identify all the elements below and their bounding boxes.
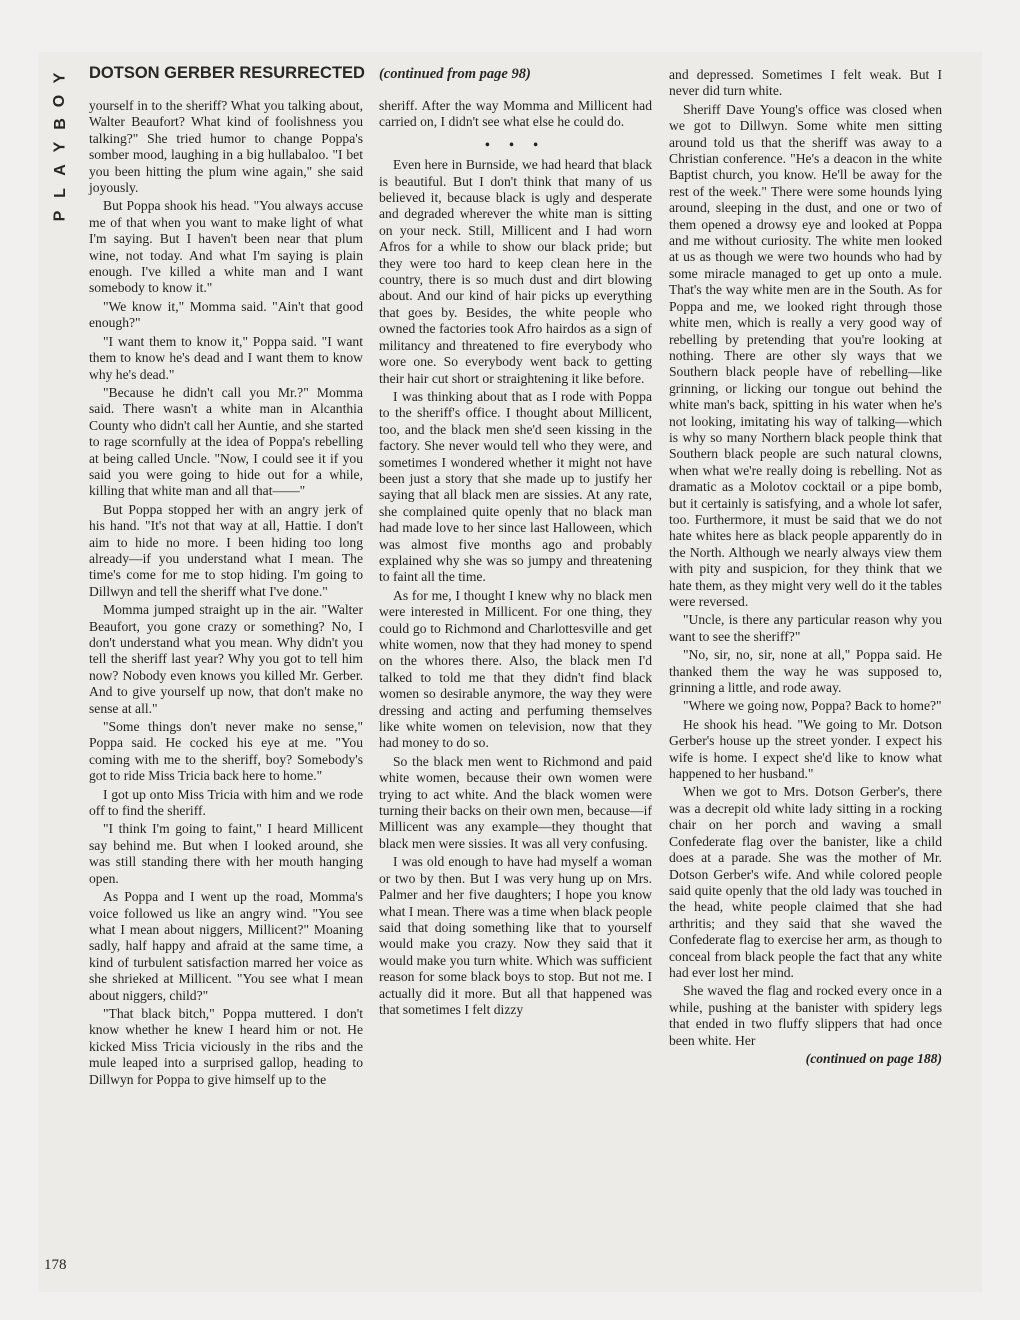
- paragraph: and depressed. Sometimes I felt weak. But I never did turn white.: [669, 67, 942, 99]
- paragraph: So the black men went to Richmond and paid white women, because their own women were trying to act white. And the black women were turning their backs on their own men, because—if Millicent was any example—they thought that black men were sissies. It was all very confusing.: [379, 753, 652, 851]
- paragraph: Sheriff Dave Young's office was closed when we got to Dillwyn. Some white men sitting around told us that the sheriff was away to a Christian conference. "He's a deacon in the white Baptist church, you know. He'll be away for the rest of the week." There were some hounds lying around, sleeping in the dust, and one or two of them opened a drowsy eye and looked at Poppa and me without curiosity. The white men looked at us as though we were two hounds who had by some miracle managed to get up onto a mule. That's the way white men are in the South. As for Poppa and me, we looked right through those white men, which is really a very good way of rebelling by pretending that you're looking at nothing. There are other sly ways that we Southern black people have of rebelling—like grinning, or licking our tongue out behind the white man's back, spitting in his water when he's not looking, imitating his way of talking—which is why so many Northern black people think that Southern black people are such natural clowns, when what we're really doing is rebelling. Not as dramatic as a Molotov cocktail or a pipe bomb, but it certainly is satisfying, and a whole lot safer, too. Furthermore, it must be said that we do not hate whites here as black people apparently do in the North. Although we nearly always view them with pity and suspicion, for they think that we hate them, as they might very well do it the tables were reversed.: [669, 101, 942, 609]
- magazine-name-vertical: [44, 66, 76, 226]
- page-number: 178: [44, 1257, 67, 1273]
- paragraph: But Poppa stopped her with an angry jerk of his hand. "It's not that way at all, Hattie. I don't aim to hide no more. I been hiding too long already—if you understand what I mean. The time's come for me to stop hiding. I'm going to Dillwyn and tell the sheriff what I've done.": [89, 501, 363, 599]
- paragraph: I was old enough to have had myself a woman or two by then. But I was very hung up on Mrs. Palmer and her five daughters; I hope you know what I mean. There was a time when black people said that doing something like that to yourself would make you crazy. Now they said that it would make you turn white. Which was sufficient reason for some black boys to stop. But not me. I actually did it more. But all that happened was that sometimes I felt dizzy: [379, 854, 652, 1017]
- paragraph: "That black bitch," Poppa muttered. I don't know whether he knew I heard him or not. He kicked Miss Tricia viciously in the ribs and the mule leaped into a surprised gallop, heading to Dillwyn for Poppa to give himself up to the: [89, 1005, 363, 1087]
- magazine-letter: Y: [51, 140, 69, 153]
- paragraph: "Some things don't never make no sense," Poppa said. He cocked his eye at me. "You coming with me to the sheriff, boy? Somebody's got to ride Miss Tricia back here to home.": [89, 719, 363, 784]
- paragraph: She waved the flag and rocked every once in a while, pushing at the banister with spidery legs that ended in two fluffy slippers that had once been white. Her: [669, 983, 942, 1048]
- paragraph: Even here in Burnside, we had heard that black is beautiful. But I don't think that many of us believed it, because black is ugly and desperate and degraded wherever the white man is sitting on your neck. Still, Millicent and I had worn Afros for a while to show our black pride; but they were too hard to keep clean here in the country, there is so much dust and dirt blowing about. And our kind of hair picks up everything that goes by. Besides, the white people who owned the factories took Afro hairdos as a sign of militancy and threatened to fire everybody who wore one. So everybody went back to getting their hair cut short or straightening it like before.: [379, 157, 652, 386]
- magazine-letter: L: [51, 187, 69, 198]
- paragraph: When we got to Mrs. Dotson Gerber's, there was a decrepit old white lady sitting in a rocking chair on her porch and waving a small Confederate flag over the banister, like a child does at a parade. She was the mother of Mr. Dotson Gerber's wife. And while colored people said quite openly that the old lady was touched in the head, white people claimed that she had arthritis; and they said that she waved the Confederate flag to exercise her arm, as though to conceal from black people the fact that any white had ever lost her mind.: [669, 784, 942, 980]
- text-column-3: [669, 67, 942, 1067]
- section-separator: • • •: [484, 136, 547, 152]
- paragraph: "No, sir, no, sir, none at all," Poppa said. He thanked them the way he was supposed to, grinning a little, and rode away.: [669, 647, 942, 696]
- paragraph: "Because he didn't call you Mr.?" Momma said. There wasn't a white man in Alcanthia County who didn't call her Auntie, and she started to rage scornfully at the idea of Poppa's rebelling at being called Uncle. "Now, I could see it if you said you were going to hide out for a while, killing that white man and all that——": [89, 384, 363, 499]
- magazine-letter: A: [51, 163, 69, 176]
- paragraph: yourself in to the sheriff? What you talking about, Walter Beaufort? What kind of foolishness you talking?" She tried humor to change Poppa's somber mood, laughing in a big hullabaloo. "I bet you been hitting the plum wine again," she said joyously.: [89, 98, 363, 196]
- text-column-1: [89, 98, 363, 1090]
- paragraph: As for me, I thought I knew why no black men were interested in Millicent. For one thing, they could go to Richmond and Charlottesville and get white women, now that they had money to spend on the whores there. Also, the black men I'd talked to told me that they didn't find black women so desirable anymore, the way they were dressing and acting and perfuming themselves like white women on television, now that they had money to do so.: [379, 587, 652, 751]
- story-headline: [89, 64, 649, 86]
- paragraph: sheriff. After the way Momma and Millicent had carried on, I didn't see what else he could do.: [379, 98, 652, 130]
- paragraph: "I want them to know it," Poppa said. "I want them to know he's dead and I want them to know why he's dead.": [89, 333, 363, 382]
- paragraph: But Poppa shook his head. "You always accuse me of that when you want to make light of what I'm saying. But I haven't been near that plum wine, not today. And what I'm saying is plain enough. I've killed a white man and I want somebody to know it.": [89, 198, 363, 296]
- paragraph: As Poppa and I went up the road, Momma's voice followed us like an angry wind. "You see what I mean about niggers, Millicent?" Moaning sadly, half happy and afraid at the same time, a kind of turbulent satisfaction marred her voice as she shrieked at Millicent. "You see what I mean about niggers, child?": [89, 889, 363, 1003]
- magazine-letter: B: [51, 117, 69, 130]
- continued-on-note: (continued on page 188): [805, 1050, 942, 1066]
- paragraph: He shook his head. "We going to Mr. Dotson Gerber's house up the street yonder. I expect his wife is home. I expect she'd like to know what happened to her husband.": [669, 716, 942, 782]
- magazine-letter: O: [51, 93, 69, 108]
- continued-from-note: (continued from page 98): [378, 66, 531, 82]
- paragraph: "I think I'm going to faint," I heard Millicent say behind me. But when I looked around, she was still standing there with her mouth hanging open.: [89, 821, 363, 886]
- story-title: DOTSON GERBER RESURRECTED: [89, 64, 365, 82]
- paragraph: Momma jumped straight up in the air. "Walter Beaufort, you gone crazy or something? No, I don't understand what you mean. Why didn't you tell the sheriff last year? Why you got to tell him now? Nobody even knows you killed Mr. Gerber. And to give yourself up now, that don't make no sense at all.": [89, 602, 363, 716]
- paragraph: I got up onto Miss Tricia with him and we rode off to find the sheriff.: [89, 786, 363, 819]
- paragraph: "Uncle, is there any particular reason why you want to see the sheriff?": [669, 612, 942, 644]
- magazine-letter: Y: [51, 71, 69, 84]
- text-column-2: [379, 98, 652, 1020]
- paragraph: "We know it," Momma said. "Ain't that good enough?": [89, 298, 363, 331]
- magazine-letter: P: [51, 209, 69, 222]
- paragraph: I was thinking about that as I rode with Poppa to the sheriff's office. I thought about Millicent, too, and the black men she'd seen kissing in the factory. She never would tell who they were, and sometimes I wondered whether it might not have been just a story that she made up to justify her saying that all black men are sissies. At any rate, she complained quite openly that no black man had made love to her since last Halloween, which was almost five months ago and probably explained why she was so jumpy and threatening to faint all the time.: [379, 388, 652, 585]
- paragraph: "Where we going now, Poppa? Back to home?": [683, 698, 942, 714]
